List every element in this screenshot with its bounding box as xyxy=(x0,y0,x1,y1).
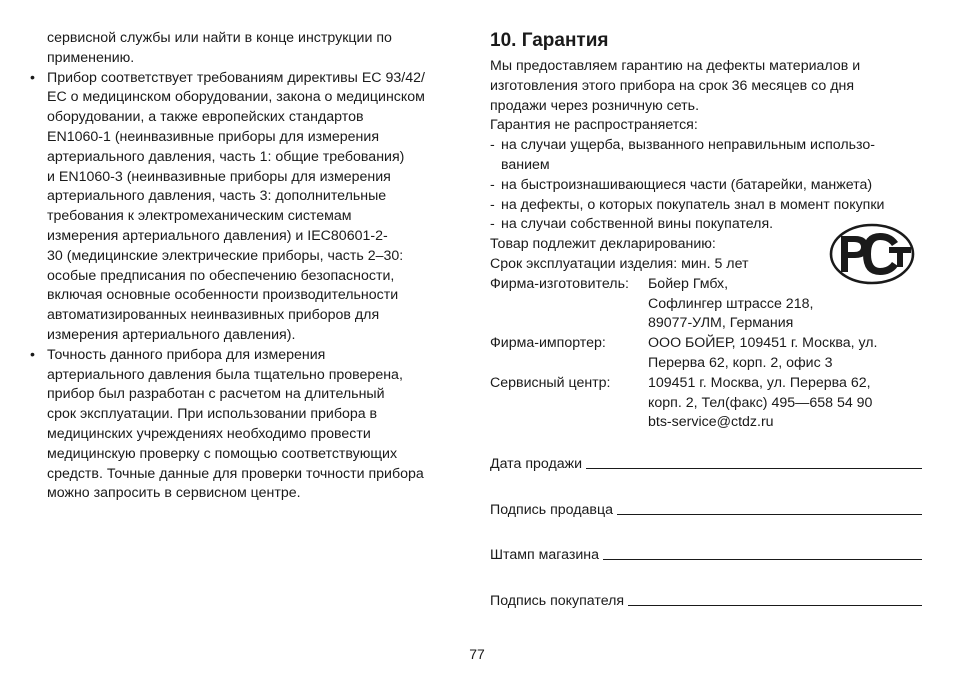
text-line: на случаи собственной вины покупателя. xyxy=(501,216,774,233)
text-line: продажи через розничную сеть. xyxy=(490,97,700,114)
bullet-accuracy xyxy=(30,346,470,504)
store-stamp-field xyxy=(490,547,922,563)
text-line: ЕС о медицинском оборудовании, закона о медицинском xyxy=(47,89,425,106)
text-line: на случаи ущерба, вызванного неправильным использо- xyxy=(501,137,875,154)
bullet-compliance xyxy=(30,69,470,346)
text-line: Прибор соответствует требованиям директивы ЕС 93/42/ xyxy=(47,69,425,86)
text-line: Софлингер штрассе 218, xyxy=(648,295,814,312)
field-label: Штамп магазина xyxy=(490,547,600,563)
text-line: применению. xyxy=(47,49,135,66)
text-line: EN1060-1 (неинвазивные приборы для измерения xyxy=(47,128,379,145)
text-line: ООО БОЙЕР, 109451 г. Москва, ул. xyxy=(648,335,878,352)
text-line: сервисной службы или найти в конце инструкции по xyxy=(47,30,392,46)
buyer-signature-field xyxy=(490,593,922,609)
dash-mark: - xyxy=(490,196,495,213)
exclusion-item xyxy=(490,176,930,196)
text-line: Перерва 62, корп. 2, офис 3 xyxy=(648,354,833,371)
section-heading-warranty: 10. Гарантия xyxy=(490,30,609,51)
dash-mark: - xyxy=(490,216,495,233)
text-line: 109451 г. Москва, ул. Перерва 62, xyxy=(648,374,871,391)
seller-signature-field xyxy=(490,502,922,518)
text-line: измерения артериального давления). xyxy=(47,326,296,343)
page-number: 77 xyxy=(469,646,485,662)
sale-date-field xyxy=(490,456,922,472)
text-line: на дефекты, о которых покупатель знал в момент покупки xyxy=(501,196,885,213)
row-label: Сервисный центр: xyxy=(490,374,611,391)
text-line: средств. Точные данные для проверки точности прибора xyxy=(47,465,424,482)
text-line: 30 (медицинские электрические приборы, часть 2–30: xyxy=(47,247,404,264)
dash-mark: - xyxy=(490,176,495,193)
text-line: автоматизированных неинвазивных приборов для xyxy=(47,307,380,324)
text-line: корп. 2, Тел(факс) 495—658 54 90 xyxy=(648,394,873,411)
text-line: Товар подлежит декларированию: xyxy=(490,236,716,253)
left-intro xyxy=(30,29,470,69)
left-column xyxy=(30,29,470,504)
exclusion-item xyxy=(490,136,930,176)
text-line: требования к электромеханическим системам xyxy=(47,208,352,225)
field-label: Подпись покупателя xyxy=(490,593,625,609)
field-label: Дата продажи xyxy=(490,456,583,472)
text-line: оборудовании, а также европейских стандартов xyxy=(47,109,364,126)
bullet-dot: • xyxy=(30,346,35,363)
fill-line xyxy=(617,513,922,515)
text-line: медицинскую проверку с помощью соответствующих xyxy=(47,445,398,462)
warranty-intro xyxy=(490,57,930,136)
fill-line xyxy=(586,467,922,469)
company-info-table xyxy=(490,275,930,433)
text-line: Срок эксплуатации изделия: мин. 5 лет xyxy=(490,255,749,272)
text-line: особые предписания по обеспечению безопасности, xyxy=(47,267,395,284)
importer-row xyxy=(490,334,930,374)
text-line: включая основные особенности производительности xyxy=(47,287,399,304)
rst-certification-logo-icon xyxy=(828,222,916,286)
text-line: Бойер Гмбх, xyxy=(648,275,729,292)
text-line: артериального давления, часть 1: общие требования) xyxy=(47,148,405,165)
row-value xyxy=(648,374,930,433)
text-line: Мы предоставляем гарантию на дефекты материалов и xyxy=(490,58,861,74)
row-label: Фирма-изготовитель: xyxy=(490,275,629,292)
text-line: bts-service@ctdz.ru xyxy=(648,414,774,431)
fill-line xyxy=(628,604,922,606)
service-center-row xyxy=(490,374,930,433)
text-line: изготовления этого прибора на срок 36 месяцев со дня xyxy=(490,77,855,94)
text-line: артериального давления, часть 3: дополнительные xyxy=(47,188,387,205)
text-line: артериального давления была тщательно проверена, xyxy=(47,366,403,383)
text-line: срок эксплуатации. При использовании прибора в xyxy=(47,406,378,423)
text-line: 89077-УЛМ, Германия xyxy=(648,315,794,332)
text-line: медицинских учреждениях необходимо провести xyxy=(47,425,371,442)
fill-line xyxy=(603,558,922,560)
text-line: измерения артериального давления) и IEC80601-2- xyxy=(47,227,388,244)
dash-mark: - xyxy=(490,137,495,154)
text-line: ванием xyxy=(501,156,550,173)
text-line: можно запросить в сервисном центре. xyxy=(47,485,301,502)
bullet-dot: • xyxy=(30,69,35,86)
field-label: Подпись продавца xyxy=(490,502,613,518)
row-value xyxy=(648,334,930,374)
row-label: Фирма-импортер: xyxy=(490,335,606,352)
text-line: Точность данного прибора для измерения xyxy=(47,346,326,363)
exclusion-item xyxy=(490,196,930,216)
text-line: и EN1060-3 (неинвазивные приборы для измерения xyxy=(47,168,391,185)
text-line: на быстроизнашивающиеся части (батарейки, манжета) xyxy=(501,176,873,193)
text-line: прибор был разработан с расчетом на длительный xyxy=(47,386,385,403)
text-line: Гарантия не распространяется: xyxy=(490,117,698,134)
